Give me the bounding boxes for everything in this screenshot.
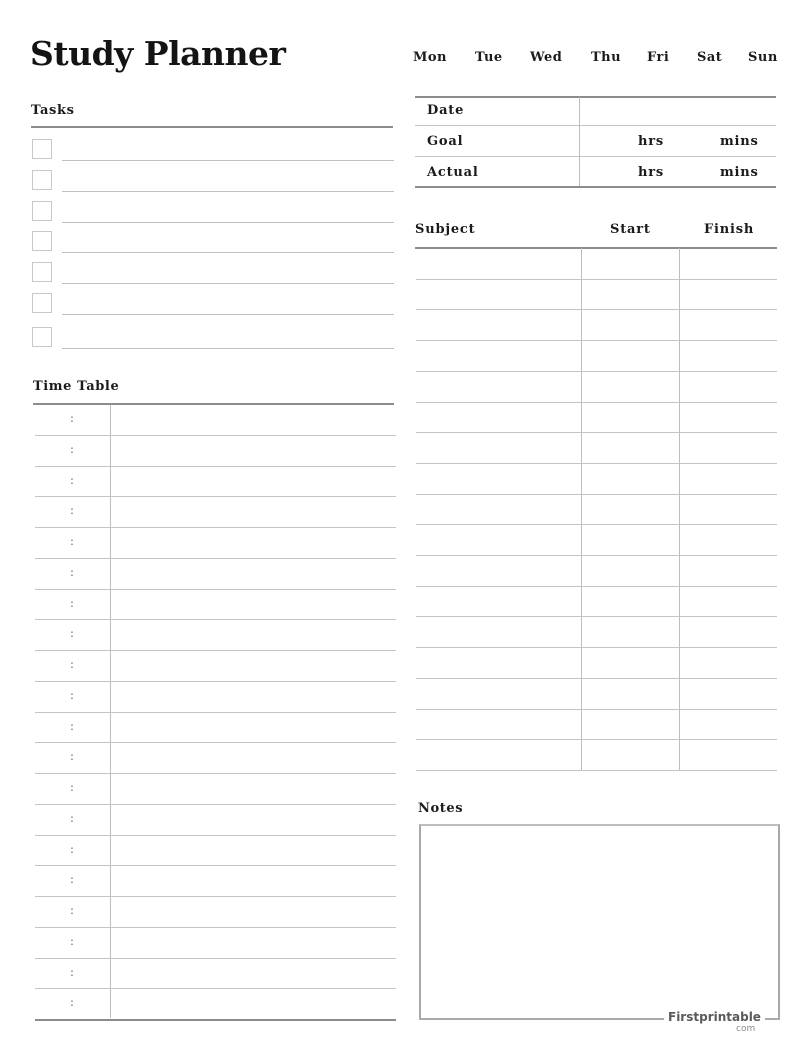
time-slot-field[interactable]: : bbox=[70, 842, 74, 856]
time-slot-field[interactable]: : bbox=[70, 504, 74, 518]
task-text-line[interactable] bbox=[62, 160, 394, 161]
task-checkbox[interactable] bbox=[32, 327, 52, 347]
time-slot-field[interactable]: : bbox=[70, 473, 74, 487]
date-label: Date bbox=[427, 103, 465, 118]
start-cell[interactable] bbox=[583, 556, 678, 584]
task-item bbox=[32, 201, 394, 223]
day-mon[interactable]: Mon bbox=[413, 50, 448, 65]
task-checkbox[interactable] bbox=[32, 231, 52, 251]
tasks-heading: Tasks bbox=[31, 103, 75, 118]
subject-row-rule bbox=[416, 770, 777, 771]
time-slot-field[interactable]: : bbox=[70, 442, 74, 456]
subject-cell[interactable] bbox=[416, 341, 580, 369]
goal-mins-field[interactable] bbox=[670, 128, 715, 154]
time-slot-entry[interactable] bbox=[112, 559, 394, 587]
subject-cell[interactable] bbox=[416, 433, 580, 461]
time-slot-field[interactable]: : bbox=[70, 811, 74, 825]
finish-cell[interactable] bbox=[681, 710, 776, 738]
task-item bbox=[32, 293, 394, 315]
time-slot-entry[interactable] bbox=[112, 713, 394, 741]
subject-cell[interactable] bbox=[416, 310, 580, 338]
time-slot-field[interactable]: : bbox=[70, 904, 74, 917]
start-cell[interactable] bbox=[583, 587, 678, 615]
start-cell[interactable] bbox=[583, 740, 678, 768]
finish-cell[interactable] bbox=[681, 249, 776, 277]
start-cell[interactable] bbox=[583, 433, 678, 461]
finish-cell[interactable] bbox=[681, 587, 776, 615]
goal-table-bottom-rule bbox=[415, 186, 776, 188]
time-slot-entry[interactable] bbox=[112, 928, 394, 956]
subject-cell[interactable] bbox=[416, 587, 580, 615]
goal-hrs-unit: hrs bbox=[638, 134, 665, 149]
finish-cell[interactable] bbox=[681, 495, 776, 523]
task-text-line[interactable] bbox=[62, 222, 394, 223]
time-slot-field[interactable]: : bbox=[70, 688, 74, 702]
task-checkbox[interactable] bbox=[32, 139, 52, 159]
start-cell[interactable] bbox=[583, 710, 678, 738]
time-table-heading: Time Table bbox=[33, 379, 120, 394]
finish-cell[interactable] bbox=[681, 679, 776, 707]
finish-cell[interactable] bbox=[681, 740, 776, 768]
start-cell[interactable] bbox=[583, 280, 678, 308]
task-checkbox[interactable] bbox=[32, 293, 52, 313]
start-cell[interactable] bbox=[583, 310, 678, 338]
time-slot-field[interactable]: : bbox=[70, 996, 74, 1010]
time-slot-entry[interactable] bbox=[112, 866, 394, 894]
finish-cell[interactable] bbox=[681, 464, 776, 492]
subject-cell[interactable] bbox=[416, 464, 580, 492]
subject-cell[interactable] bbox=[416, 710, 580, 738]
time-slot-entry[interactable] bbox=[112, 528, 394, 556]
subject-cell[interactable] bbox=[416, 495, 580, 523]
time-slot-field[interactable]: : bbox=[70, 750, 74, 764]
time-slot-entry[interactable] bbox=[112, 436, 394, 464]
subject-cell[interactable] bbox=[416, 556, 580, 584]
time-slot-field[interactable]: : bbox=[70, 627, 74, 641]
notes-heading: Notes bbox=[418, 801, 464, 816]
start-cell[interactable] bbox=[583, 495, 678, 523]
task-item bbox=[32, 231, 394, 253]
day-wed[interactable]: Wed bbox=[530, 50, 563, 65]
task-item bbox=[32, 262, 394, 284]
date-field[interactable] bbox=[582, 98, 775, 124]
time-slot-field[interactable]: : bbox=[70, 781, 74, 794]
subject-cell[interactable] bbox=[416, 280, 580, 308]
task-item bbox=[32, 139, 394, 161]
actual-hrs-unit: hrs bbox=[638, 165, 665, 180]
time-slot-field[interactable]: : bbox=[70, 658, 74, 671]
start-cell[interactable] bbox=[583, 464, 678, 492]
start-cell[interactable] bbox=[583, 372, 678, 400]
start-cell[interactable] bbox=[583, 341, 678, 369]
finish-cell[interactable] bbox=[681, 525, 776, 553]
time-row-rule bbox=[35, 1019, 396, 1021]
task-item bbox=[32, 170, 394, 192]
actual-label: Actual bbox=[427, 165, 479, 180]
day-sat[interactable]: Sat bbox=[697, 50, 723, 65]
goal-table-column-divider bbox=[579, 97, 580, 186]
subject-cell[interactable] bbox=[416, 403, 580, 431]
goal-hours-field[interactable] bbox=[582, 128, 632, 154]
time-slot-entry[interactable] bbox=[112, 989, 394, 1017]
finish-cell[interactable] bbox=[681, 403, 776, 431]
subject-cell[interactable] bbox=[416, 525, 580, 553]
goal-mins-unit: mins bbox=[720, 134, 759, 149]
finish-cell[interactable] bbox=[681, 341, 776, 369]
finish-cell[interactable] bbox=[681, 372, 776, 400]
time-slot-field[interactable]: : bbox=[70, 719, 74, 733]
time-slot-entry[interactable] bbox=[112, 682, 394, 710]
subject-cell[interactable] bbox=[416, 249, 580, 277]
day-tue[interactable]: Tue bbox=[475, 50, 503, 65]
task-checkbox[interactable] bbox=[32, 262, 52, 282]
time-slot-entry[interactable] bbox=[112, 467, 394, 495]
watermark-brand: Firstprintable bbox=[664, 1010, 765, 1024]
time-slot-field[interactable]: : bbox=[70, 873, 74, 887]
actual-hours-field[interactable] bbox=[582, 159, 632, 185]
time-slot-entry[interactable] bbox=[112, 405, 394, 433]
subject-cell[interactable] bbox=[416, 617, 580, 645]
time-slot-entry[interactable] bbox=[112, 497, 394, 525]
time-slot-field[interactable]: : bbox=[70, 596, 74, 610]
finish-cell[interactable] bbox=[681, 310, 776, 338]
time-slot-entry[interactable] bbox=[112, 743, 394, 771]
subject-cell[interactable] bbox=[416, 740, 580, 768]
finish-cell[interactable] bbox=[681, 617, 776, 645]
task-text-line[interactable] bbox=[62, 252, 394, 253]
goal-table-row-rule bbox=[415, 125, 776, 126]
finish-header: Finish bbox=[704, 222, 755, 237]
start-cell[interactable] bbox=[583, 679, 678, 707]
time-slot-entry[interactable] bbox=[112, 590, 394, 618]
time-slot-entry[interactable] bbox=[112, 620, 394, 648]
task-checkbox[interactable] bbox=[32, 201, 52, 221]
start-finish-divider bbox=[679, 248, 680, 771]
time-slot-entry[interactable] bbox=[112, 959, 394, 987]
time-slot-entry[interactable] bbox=[112, 836, 394, 864]
start-cell[interactable] bbox=[583, 648, 678, 676]
start-cell[interactable] bbox=[583, 249, 678, 277]
start-cell[interactable] bbox=[583, 403, 678, 431]
subject-header: Subject bbox=[415, 222, 476, 237]
task-text-line[interactable] bbox=[62, 348, 394, 349]
task-text-line[interactable] bbox=[62, 314, 394, 315]
actual-mins-unit: mins bbox=[720, 165, 759, 180]
subject-cell[interactable] bbox=[416, 679, 580, 707]
time-slot-field[interactable]: : bbox=[70, 412, 74, 425]
goal-label: Goal bbox=[427, 134, 464, 149]
finish-cell[interactable] bbox=[681, 648, 776, 676]
day-sun[interactable]: Sun bbox=[748, 50, 778, 65]
day-thu[interactable]: Thu bbox=[591, 50, 622, 65]
time-slot-field[interactable]: : bbox=[70, 965, 74, 979]
finish-cell[interactable] bbox=[681, 433, 776, 461]
subject-cell[interactable] bbox=[416, 648, 580, 676]
start-header: Start bbox=[610, 222, 651, 237]
task-item bbox=[32, 327, 394, 349]
time-slot-entry[interactable] bbox=[112, 805, 394, 833]
subject-cell[interactable] bbox=[416, 372, 580, 400]
task-text-line[interactable] bbox=[62, 283, 394, 284]
finish-cell[interactable] bbox=[681, 556, 776, 584]
goal-table-row-rule bbox=[415, 156, 776, 157]
actual-mins-field[interactable] bbox=[670, 159, 715, 185]
start-cell[interactable] bbox=[583, 525, 678, 553]
page-title: Study Planner bbox=[30, 34, 286, 73]
time-slot-entry[interactable] bbox=[112, 651, 394, 679]
watermark-suffix: com bbox=[736, 1024, 756, 1034]
subject-start-divider bbox=[581, 248, 582, 771]
finish-cell[interactable] bbox=[681, 280, 776, 308]
tasks-divider bbox=[31, 126, 393, 128]
time-slot-entry[interactable] bbox=[112, 897, 394, 925]
time-slot-field[interactable]: : bbox=[70, 565, 74, 579]
time-slot-entry[interactable] bbox=[112, 774, 394, 802]
time-slot-field[interactable]: : bbox=[70, 535, 74, 548]
start-cell[interactable] bbox=[583, 617, 678, 645]
task-checkbox[interactable] bbox=[32, 170, 52, 190]
notes-textarea[interactable] bbox=[419, 824, 780, 1020]
task-text-line[interactable] bbox=[62, 191, 394, 192]
day-fri[interactable]: Fri bbox=[647, 50, 670, 65]
time-slot-field[interactable]: : bbox=[70, 934, 74, 948]
